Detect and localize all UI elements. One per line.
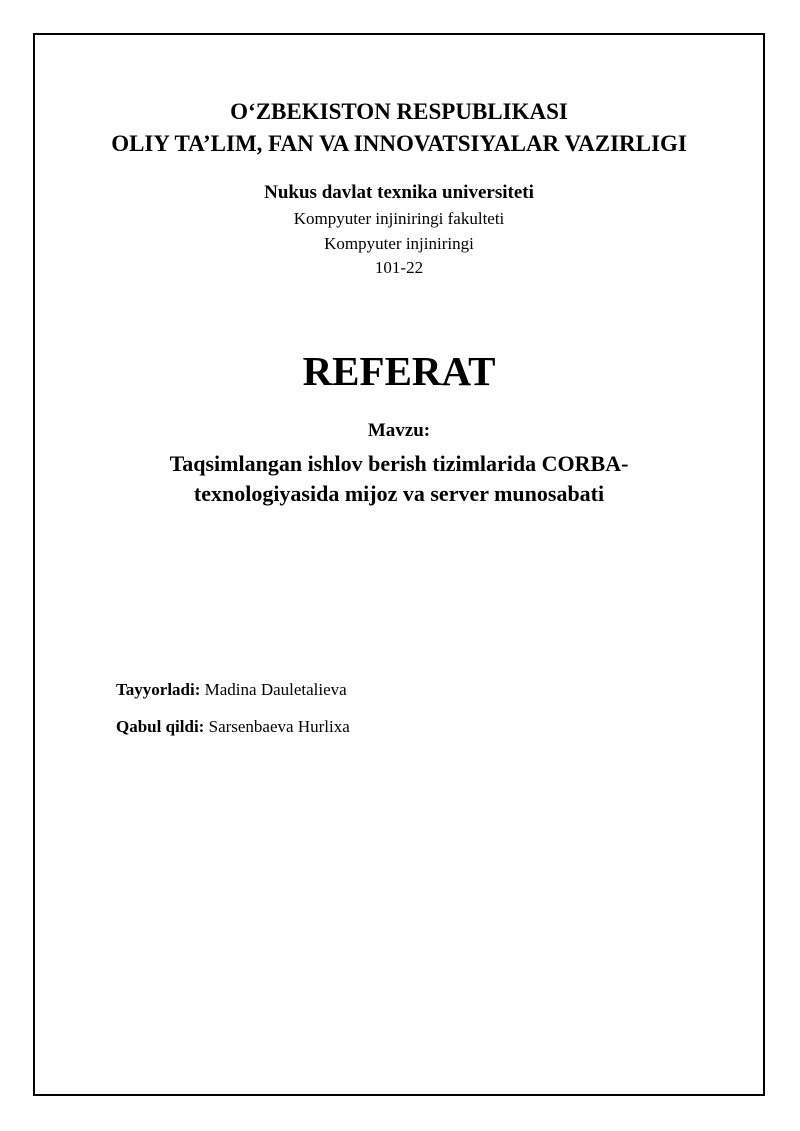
- group-number: 101-22: [374, 258, 424, 277]
- accepted-by-label: Qabul qildi:: [116, 717, 205, 736]
- document-type-title: REFERAT: [302, 348, 496, 394]
- university-name: Nukus davlat texnika universiteti: [264, 182, 534, 203]
- department-name: Kompyuter injiniringi: [324, 234, 474, 253]
- prepared-by-name: Madina Dauletalieva: [204, 680, 347, 699]
- topic-label: Mavzu:: [367, 420, 431, 441]
- prepared-by: [116, 679, 347, 701]
- ministry-line-1: O‘ZBEKISTON RESPUBLIKASI: [230, 99, 568, 124]
- faculty-name: Kompyuter injiniringi fakulteti: [293, 209, 505, 228]
- ministry-line-2: OLIY TA’LIM, FAN VA INNOVATSIYALAR VAZIRLIGI: [111, 131, 687, 156]
- accepted-by: [116, 716, 350, 738]
- prepared-by-label: Tayyorladi:: [116, 680, 201, 699]
- accepted-by-name: Sarsenbaeva Hurlixa: [208, 717, 350, 736]
- topic-line-1: Taqsimlangan ishlov berish tizimlarida CORBA-: [169, 451, 629, 476]
- topic-line-2: texnologiyasida mijoz va server munosabati: [193, 481, 605, 506]
